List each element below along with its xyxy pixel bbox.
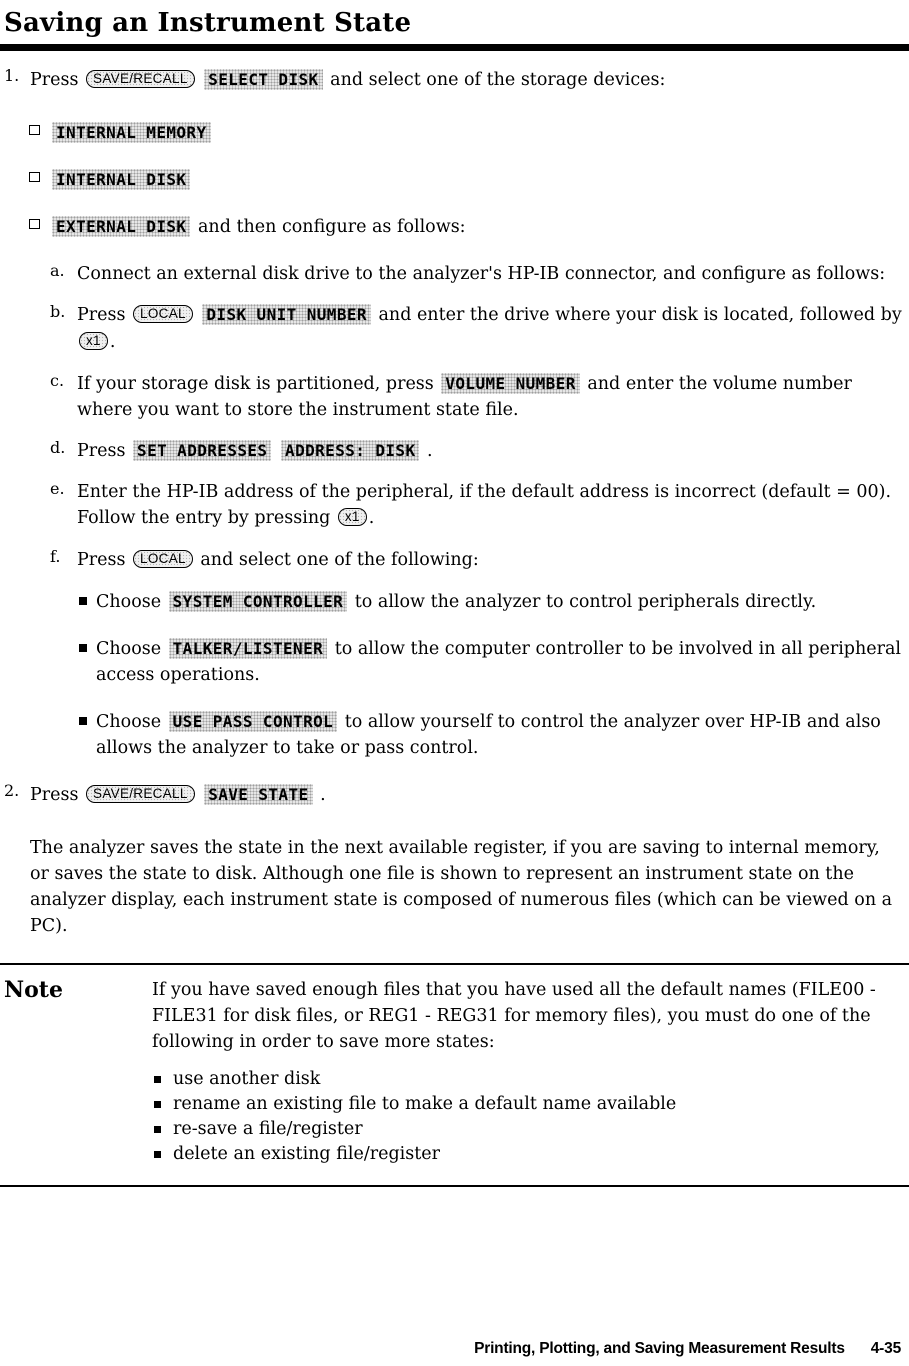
lettered-substep [50, 302, 905, 356]
square-bullet-icon [154, 1101, 161, 1108]
text-run: Choose [96, 712, 167, 732]
note-bullet-list [152, 1067, 897, 1167]
text-run [197, 785, 203, 805]
substep-letter: b. [50, 302, 66, 321]
substep-letter: f. [50, 547, 61, 566]
text-run: and enter the volume number where you want to store the instrument state file. [77, 374, 852, 420]
softkey-address-disk: ADDRESS: DISK [281, 440, 419, 461]
softkey-select-disk: SELECT DISK [204, 69, 322, 90]
text-run [197, 70, 203, 90]
step-text [30, 70, 665, 90]
page-title: Saving an Instrument State [4, 8, 412, 38]
note-bullet-item [152, 1117, 897, 1142]
substep-text [77, 264, 885, 284]
storage-option-row [50, 120, 901, 146]
softkey-talker-listener: TALKER/LISTENER [169, 638, 328, 659]
text-run: Choose [96, 639, 167, 659]
softkey-internal-memory: INTERNAL MEMORY [52, 122, 211, 143]
bullet-text [96, 592, 816, 612]
text-run: and enter the drive where your disk is located, followed by [372, 305, 902, 325]
document-content [0, 67, 909, 939]
substep-letter: d. [50, 438, 66, 457]
footer-page-number: 4-35 [870, 1340, 901, 1357]
softkey-system-controller: SYSTEM CONTROLLER [169, 591, 348, 612]
note-bullet-text: rename an existing file to make a default name available [173, 1094, 677, 1114]
text-run: . [421, 441, 433, 461]
storage-option-row [50, 167, 901, 193]
lettered-substep [50, 261, 905, 287]
substep-text [77, 550, 479, 570]
substep-text [77, 305, 902, 352]
softkey-disk-unit-number: DISK UNIT NUMBER [202, 304, 371, 325]
note-label: Note [4, 977, 63, 1003]
hardkey-x1: x1 [338, 508, 367, 526]
text-run: If your storage disk is partitioned, press [77, 374, 440, 394]
softkey-volume-number: VOLUME NUMBER [441, 373, 579, 394]
bullet-item [96, 636, 905, 688]
lettered-substep [50, 438, 905, 464]
text-run: Press [77, 550, 132, 570]
text-run: . [109, 332, 116, 352]
paragraph [30, 835, 899, 939]
text-run: to allow the computer controller to be involved in all peripheral access operations. [96, 639, 902, 685]
note-section [0, 963, 909, 1187]
hardkey-x1: x1 [79, 332, 108, 350]
text-run: Press [77, 441, 132, 461]
step-text [30, 785, 326, 805]
text-run: . [314, 785, 326, 805]
text-run: and select one of the following: [194, 550, 479, 570]
hardkey-local: LOCAL [133, 305, 193, 323]
square-bullet-icon [154, 1126, 161, 1133]
softkey-set-addresses: SET ADDRESSES [133, 440, 271, 461]
substep-letter: e. [50, 479, 65, 498]
footer-chapter-title: Printing, Plotting, and Saving Measurement Results [474, 1340, 845, 1357]
softkey-internal-disk: INTERNAL DISK [52, 169, 190, 190]
text-run: and then configure as follows: [192, 217, 466, 237]
note-bullet-text: use another disk [173, 1069, 321, 1089]
square-bullet-icon [79, 597, 87, 605]
square-bullet-icon [79, 644, 87, 652]
lettered-substep [50, 547, 905, 574]
softkey-use-pass-control: USE PASS CONTROL [169, 711, 338, 732]
text-run: Choose [96, 592, 167, 612]
hardkey-save-recall: SAVE/RECALL [86, 70, 195, 88]
text-run: Connect an external disk drive to the analyzer's HP-IB connector, and configure as follows: [77, 264, 886, 284]
checkbox-icon [29, 219, 40, 229]
note-bullet-item [152, 1092, 897, 1117]
text-run [195, 305, 201, 325]
text-run: The analyzer saves the state in the next available register, if you are saving to internal memory, or saves the state to disk. Although one file is shown to represent an instrument state on the analyzer display, each instrument state is composed of numerous files (which can be viewed on a PC). [30, 838, 893, 936]
bullet-text [96, 639, 901, 685]
substep-letter: c. [50, 371, 65, 390]
square-bullet-icon [154, 1151, 161, 1158]
square-bullet-icon [154, 1076, 161, 1083]
substep-text [77, 374, 852, 420]
text-run: . [368, 508, 375, 528]
lettered-substep [50, 479, 905, 532]
text-run: to allow yourself to control the analyzer over HP-IB and also allows the analyzer to take or pass control. [96, 712, 881, 758]
note-content [152, 977, 909, 1167]
text-run: to allow the analyzer to control peripherals directly. [349, 592, 817, 612]
softkey-save-state: SAVE STATE [204, 784, 312, 805]
lettered-substep [50, 371, 905, 423]
softkey-external-disk: EXTERNAL DISK [52, 216, 190, 237]
hardkey-save-recall: SAVE/RECALL [86, 785, 195, 803]
checkbox-icon [29, 125, 40, 135]
text-run: Enter the HP-IB address of the peripheral, if the default address is incorrect (default = 00). Follow the entry by pressing [77, 482, 892, 528]
title-underline-bar [0, 44, 909, 51]
note-bullet-item [152, 1067, 897, 1092]
storage-option-row [50, 214, 901, 240]
step-number: 2. [4, 781, 20, 800]
substep-text [77, 482, 891, 528]
text-run: Press [30, 785, 85, 805]
note-bullet-text: delete an existing file/register [173, 1144, 440, 1164]
substep-text [77, 441, 433, 461]
numbered-step [4, 781, 901, 809]
note-bullet-text: re-save a file/register [173, 1119, 363, 1139]
bullet-item [96, 709, 905, 761]
numbered-step [4, 66, 901, 94]
checkbox-icon [29, 172, 40, 182]
square-bullet-icon [79, 717, 87, 725]
hardkey-local: LOCAL [133, 550, 193, 568]
text-run: Press [77, 305, 132, 325]
note-bullet-item [152, 1142, 897, 1167]
text-run: and select one of the storage devices: [324, 70, 666, 90]
bullet-text [96, 712, 881, 758]
text-run: Press [30, 70, 85, 90]
step-number: 1. [4, 66, 20, 85]
bullet-item [96, 589, 905, 615]
text-run [273, 441, 279, 461]
page-footer [474, 1340, 901, 1358]
note-body-text: If you have saved enough files that you have used all the default names (FILE00 - FILE31 for disk files, or REG1 - REG31 for memory files), you must do one of the following in order to save more states: [152, 980, 876, 1052]
substep-letter: a. [50, 261, 65, 280]
